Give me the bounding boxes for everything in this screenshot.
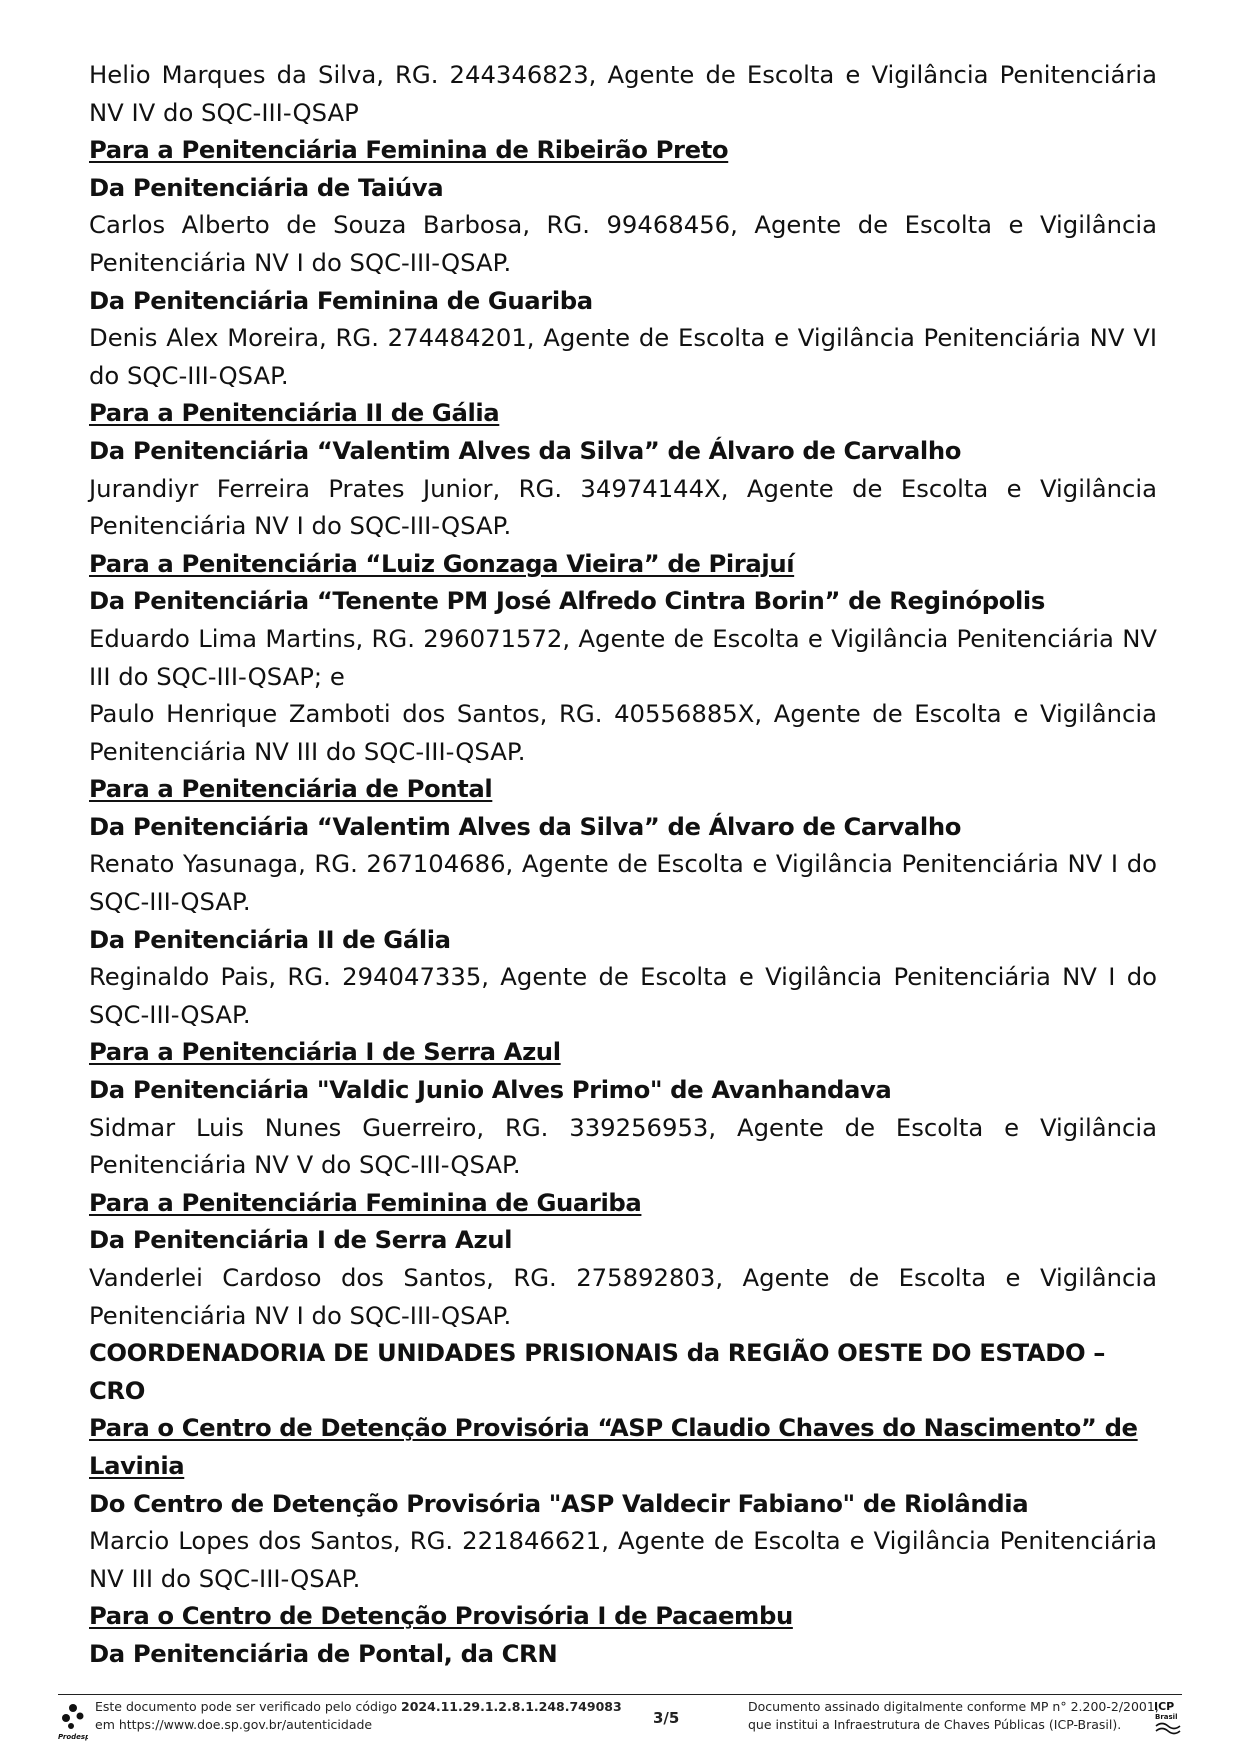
origin-heading: Da Penitenciária “Valentim Alves da Silva” de Álvaro de Carvalho [89,435,962,465]
verification-code: 2024.11.29.1.2.8.1.248.749083 [401,1699,622,1714]
destination-heading: Para a Penitenciária “Luiz Gonzaga Vieira” de Pirajuí [89,548,795,578]
body-paragraph: Carlos Alberto de Souza Barbosa, RG. 99468456, Agente de Escolta e Vigilância Penitenciária NV I do SQC-III-QSAP. [89,210,1157,277]
origin-heading: Do Centro de Detenção Provisória "ASP Valdecir Fabiano" de Riolândia [89,1488,1029,1518]
origin-heading: Da Penitenciária “Tenente PM José Alfredo Cintra Borin” de Reginópolis [89,586,1045,616]
body-paragraph: Helio Marques da Silva, RG. 244346823, Agente de Escolta e Vigilância Penitenciária NV IV do SQC-III-QSAP [89,60,1157,127]
body-paragraph: Reginaldo Pais, RG. 294047335, Agente de Escolta e Vigilância Penitenciária NV I do SQC-III-QSAP. [89,962,1157,1029]
body-paragraph: Jurandiyr Ferreira Prates Junior, RG. 34974144X, Agente de Escolta e Vigilância Penitenciária NV I do SQC-III-QSAP. [89,473,1157,541]
origin-heading: Da Penitenciária de Pontal, da CRN [89,1638,558,1668]
destination-heading: Para o Centro de Detenção Provisória “ASP Claudio Chaves do Nascimento” de Lavinia [89,1413,1138,1480]
destination-heading: Para a Penitenciária I de Serra Azul [89,1037,561,1067]
origin-heading: Da Penitenciária I de Serra Azul [89,1225,513,1255]
body-paragraph: Marcio Lopes dos Santos, RG. 221846621, Agente de Escolta e Vigilância Penitenciária NV III do SQC-III-QSAP. [89,1526,1157,1593]
svg-text:Prodesp: Prodesp [58,1733,88,1741]
body-paragraph: Eduardo Lima Martins, RG. 296071572, Agente de Escolta e Vigilância Penitenciária NV III do SQC-III-QSAP; e [89,623,1157,691]
body-paragraph: Sidmar Luis Nunes Guerreiro, RG. 339256953, Agente de Escolta e Vigilância Penitenciária NV V do SQC-III-QSAP. [89,1112,1157,1180]
origin-heading: Da Penitenciária “Valentim Alves da Silva” de Álvaro de Carvalho [89,811,962,841]
destination-heading: Para a Penitenciária Feminina de Guariba [89,1187,642,1217]
destination-heading: Para a Penitenciária Feminina de Ribeirão Preto [89,135,729,165]
body-paragraph: Renato Yasunaga, RG. 267104686, Agente de Escolta e Vigilância Penitenciária NV I do SQC-III-QSAP. [89,849,1157,917]
signature-note: Documento assinado digitalmente conforme MP n° 2.200-2/2001, que institui a Infraestrutura de Chaves Públicas (ICP-Brasil). [748,1699,1159,1732]
destination-heading: Para o Centro de Detenção Provisória I de Pacaembu [89,1601,793,1631]
document-body [89,56,1157,1673]
page-number: 3/5 [653,1709,680,1727]
origin-heading: COORDENADORIA DE UNIDADES PRISIONAIS da REGIÃO OESTE DO ESTADO – CRO [89,1338,1106,1405]
origin-heading: Da Penitenciária "Valdic Junio Alves Primo" de Avanhandava [89,1075,892,1105]
destination-heading: Para a Penitenciária de Pontal [89,774,493,804]
body-paragraph: Denis Alex Moreira, RG. 274484201, Agente de Escolta e Vigilância Penitenciária NV VI do SQC-III-QSAP. [89,323,1157,390]
svg-text:Brasil: Brasil [1155,1713,1178,1721]
svg-text:ICP: ICP [1154,1700,1175,1713]
origin-heading: Da Penitenciária de Taiúva [89,172,444,202]
page-footer [58,1694,1182,1747]
origin-heading: Da Penitenciária Feminina de Guariba [89,285,593,315]
verification-url[interactable]: em https://www.doe.sp.gov.br/autenticidade [95,1717,373,1732]
body-paragraph: Vanderlei Cardoso dos Santos, RG. 275892803, Agente de Escolta e Vigilância Penitenciária NV I do SQC-III-QSAP. [89,1263,1157,1330]
verification-note: Este documento pode ser verificado pelo código 2024.11.29.1.2.8.1.248.749083 em https://www.doe.sp.gov.br/autenticidade [95,1698,655,1734]
origin-heading: Da Penitenciária II de Gália [89,924,451,954]
body-paragraph: Paulo Henrique Zamboti dos Santos, RG. 40556885X, Agente de Escolta e Vigilância Penitenciária NV III do SQC-III-QSAP. [89,699,1157,766]
destination-heading: Para a Penitenciária II de Gália [89,398,500,428]
icp-brasil-logo [1152,1698,1182,1740]
prodesp-logo [58,1701,88,1741]
